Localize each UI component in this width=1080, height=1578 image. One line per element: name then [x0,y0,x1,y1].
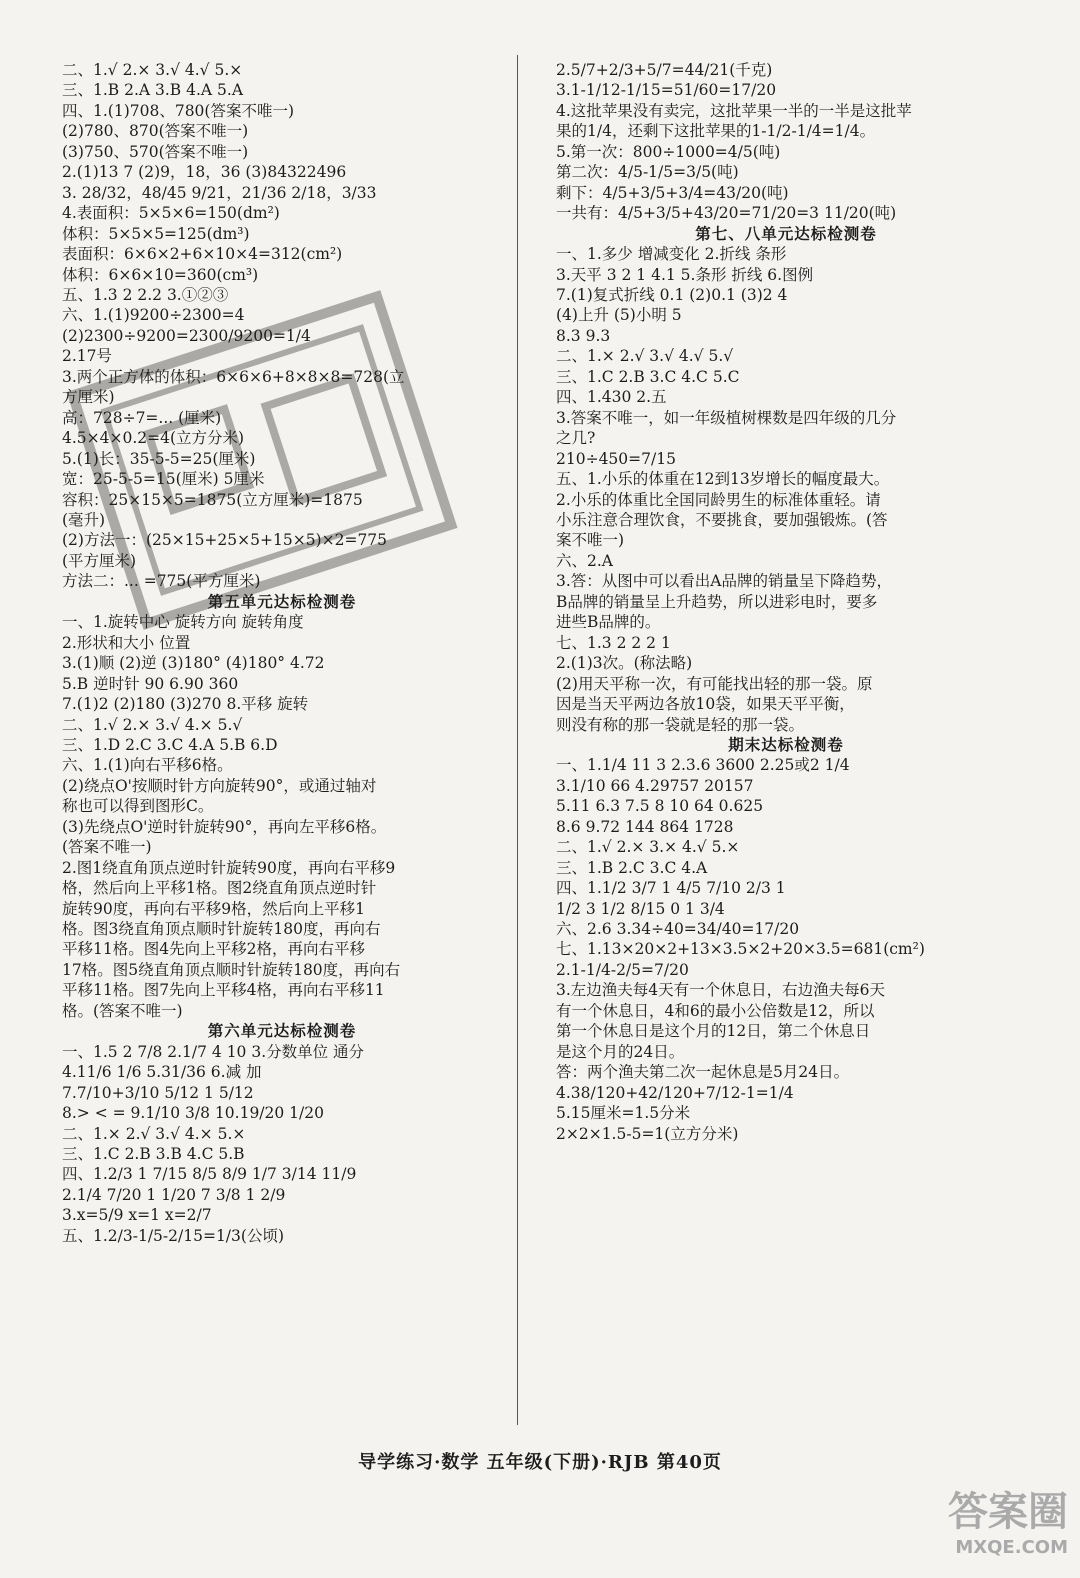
answer-line: 8.3 9.3 [556,326,611,345]
answer-line: 5.(1)长：35-5-5=25(厘米) [62,449,256,468]
answer-line: 5.第一次：800÷1000=4/5(吨) [556,142,781,161]
answer-line: 七、1.3 2 2 2 1 [556,633,671,652]
answer-line: 8.6 9.72 144 864 1728 [556,817,734,836]
answer-line: 三、1.D 2.C 3.C 4.A 5.B 6.D [62,735,278,754]
answer-line: 2.(1)3次。(称法略) [556,654,693,673]
answer-line: 案不唯一) [556,531,625,550]
answer-line: 1/2 3 1/2 8/15 0 1 3/4 [556,899,725,918]
answer-line: (答案不唯一) [62,838,152,857]
answer-line: 4.表面积：5×5×6=150(dm²) [62,204,280,223]
answer-line: 平移11格。图4先向上平移2格，再向右平移 [62,940,365,959]
answer-line: 3.天平 3 2 1 4.1 5.条形 折线 6.图例 [556,265,814,284]
answer-line: 2.1-1/4-2/5=7/20 [556,960,689,979]
answer-line: 3.(1)顺 (2)逆 (3)180° (4)180° 4.72 [62,654,325,673]
answer-line: 格。(答案不唯一) [62,1001,183,1020]
answer-line: 进些B品牌的。 [556,613,661,632]
answer-line: 格。图3绕直角顶点顺时针旋转180度，再向右 [62,920,381,939]
section-heading: 第七、八单元达标检测卷 [695,223,877,243]
answer-line: 小乐注意合理饮食，不要挑食，要加强锻炼。(答 [556,510,888,529]
answer-line: 二、1.× 2.√ 3.√ 4.× 5.× [62,1124,246,1143]
answer-line: 二、1.√ 2.× 3.× 4.√ 5.× [556,838,740,857]
answer-line: 宽：25-5-5=15(厘米) 5厘米 [62,470,265,489]
answer-line: 一、1.旋转中心 旋转方向 旋转角度 [62,613,304,632]
answer-line: 3.两个正方体的体积：6×6×6+8×8×8=728(立 [62,367,405,386]
answer-line: B品牌的销量呈上升趋势，所以进彩电时，要多 [556,592,878,611]
answer-line: 六、2.6 3.34÷40=34/40=17/20 [556,920,800,939]
answer-line: (平方厘米) [62,551,137,570]
answer-line: 六、1.(1)向右平移6格。 [62,756,233,775]
answer-line: 一、1.5 2 7/8 2.1/7 4 10 3.分数单位 通分 [62,1042,365,1061]
answer-line: 二、1.√ 2.× 3.√ 4.√ 5.× [62,61,243,79]
answer-line: 五、1.2/3-1/5-2/15=1/3(公顷) [62,1226,284,1245]
answer-line: 五、1.3 2 2.2 3.①②③ [62,285,229,304]
answer-line: 旋转90度，再向右平移9格，然后向上平移1 [62,899,365,918]
column-divider [517,55,518,1425]
answer-line: 二、1.√ 2.× 3.√ 4.× 5.√ [62,715,243,734]
left-column [62,60,502,1246]
answer-line: 第二次：4/5-1/5=3/5(吨) [556,163,739,182]
answer-line: 7.7/10+3/10 5/12 1 5/12 [62,1083,254,1102]
answer-line: 2.1/4 7/20 1 1/20 7 3/8 1 2/9 [62,1185,286,1204]
answer-line: 方法二：... =775(平方厘米) [62,572,261,591]
answer-line: 7.(1)复式折线 0.1 (2)0.1 (3)2 4 [556,285,788,304]
answer-line: 3.1-1/12-1/15=51/60=17/20 [556,81,777,100]
answer-line: 3.x=5/9 x=1 x=2/7 [62,1206,212,1225]
answer-line: 是这个月的24日。 [556,1042,685,1061]
answer-line: 高：728÷7=... (厘米) [62,408,222,427]
answer-line: 体积：6×6×10=360(cm³) [62,265,259,284]
answer-line: 3.1/10 66 4.29757 20157 [556,776,754,795]
answer-line: 一共有：4/5+3/5+43/20=71/20=3 11/20(吨) [556,204,897,223]
answer-line: 有一个休息日，4和6的最小公倍数是12，所以 [556,1001,875,1020]
section-heading: 第五单元达标检测卷 [207,591,357,611]
answer-line: 一、1.多少 增减变化 2.折线 条形 [556,245,787,264]
answer-line: (2)2300÷9200=2300/9200=1/4 [62,326,311,345]
answer-line: 方厘米) [62,388,115,407]
answer-line: 2.小乐的体重比全国同龄男生的标准体重轻。请 [556,490,881,509]
answer-line: 五、1.小乐的体重在12到13岁增长的幅度最大。 [556,470,890,489]
answer-line: 2.17号 [62,347,113,366]
answer-line: 七、1.13×20×2+13×3.5×2+20×3.5=681(cm²) [556,940,925,959]
watermark-logo: 答案圈 [948,1489,1068,1535]
page-footer: 导学练习·数学 五年级(下册)·RJB 第40页 [358,1452,722,1473]
answer-line: (2)用天平称一次，有可能找出轻的那一袋。原 [556,674,873,693]
answer-line: 5.15厘米=1.5分米 [556,1104,691,1123]
answer-line: 四、1.(1)708、780(答案不唯一) [62,101,295,120]
answer-line: (3)750、570(答案不唯一) [62,142,249,161]
answer-line: (2)绕点O'按顺时针方向旋转90°，或通过轴对 [62,776,377,795]
site-watermark [918,1480,1068,1570]
answer-line: 一、1.1/4 11 3 2.3.6 3600 2.25或2 1/4 [556,756,850,775]
answer-line: 称也可以得到图形C。 [62,797,214,816]
answer-line: 表面积：6×6×2+6×10×4=312(cm²) [62,245,343,264]
section-heading: 第六单元达标检测卷 [207,1021,357,1041]
answer-line: 17格。图5绕直角顶点顺时针旋转180度，再向右 [62,960,401,979]
answer-line: 四、1.2/3 1 7/15 8/5 8/9 1/7 3/14 11/9 [62,1165,357,1184]
answer-line: 之几? [556,429,596,448]
answer-line: 3. 28/32，48/45 9/21，21/36 2/18，3/33 [62,183,377,202]
answer-line: 六、2.A [556,551,613,570]
answer-line: (2)780、870(答案不唯一) [62,122,249,141]
answer-line: (毫升) [62,510,106,529]
answer-line: 4.38/120+42/120+7/12-1=1/4 [556,1083,794,1102]
answer-line: 第一个休息日是这个月的12日，第二个休息日 [556,1022,871,1041]
answer-line: 答：两个渔夫第二次一起休息是5月24日。 [556,1063,850,1082]
answer-line: 4.11/6 1/6 5.31/36 6.减 加 [62,1063,262,1082]
answer-line: 2.图1绕直角顶点逆时针旋转90度，再向右平移9 [62,858,396,877]
answer-line: 210÷450=7/15 [556,449,676,468]
answer-line: 三、1.B 2.A 3.B 4.A 5.A [62,81,244,100]
answer-line: 三、1.C 2.B 3.B 4.C 5.B [62,1145,245,1164]
answer-line: 2.(1)13 7 (2)9，18，36 (3)84322496 [62,163,347,182]
answer-line: 7.(1)2 (2)180 (3)270 8.平移 旋转 [62,695,309,714]
answer-line: 4.5×4×0.2=4(立方分米) [62,429,245,448]
answer-line: 格，然后向上平移1格。图2绕直角顶点逆时针 [62,879,377,898]
answer-line: (2)方法一：(25×15+25×5+15×5)×2=775 [62,531,388,550]
answer-line: 4.这批苹果没有卖完，这批苹果一半的一半是这批苹 [556,101,912,120]
answer-line: (4)上升 (5)小明 5 [556,306,682,325]
answer-line: 四、1.430 2.五 [556,388,667,407]
answer-line: 5.B 逆时针 90 6.90 360 [62,674,239,693]
answer-line: 六、1.(1)9200÷2300=4 [62,306,245,325]
answer-line: 三、1.C 2.B 3.C 4.C 5.C [556,367,740,386]
answer-line: 则没有称的那一袋就是轻的那一袋。 [556,715,805,734]
answer-line: 2×2×1.5-5=1(立方分米) [556,1124,739,1143]
answer-line: 剩下：4/5+3/5+3/4=43/20(吨) [556,183,789,202]
answer-line: 因是当天平两边各放10袋，如果天平平衡， [556,695,855,714]
watermark-url: MXQE.COM [955,1537,1068,1558]
answer-line: 3.答案不唯一，如一年级植树棵数是四年级的几分 [556,408,897,427]
answer-line: 8.> < = 9.1/10 3/8 10.19/20 1/20 [62,1104,324,1123]
answer-line: 果的1/4，还剩下这批苹果的1-1/2-1/4=1/4。 [556,122,876,141]
answer-line: (3)先绕点O'逆时针旋转90°，再向左平移6格。 [62,817,387,836]
answer-line: 5.11 6.3 7.5 8 10 64 0.625 [556,797,764,816]
answer-line: 三、1.B 2.C 3.C 4.A [556,858,708,877]
answer-line: 体积：5×5×5=125(dm³) [62,224,250,243]
answer-line: 四、1.1/2 3/7 1 4/5 7/10 2/3 1 [556,879,786,898]
answer-line: 3.答：从图中可以看出A品牌的销量呈下降趋势， [556,572,892,591]
answer-line: 平移11格。图7先向上平移4格，再向右平移11 [62,981,385,1000]
answer-line: 容积：25×15×5=1875(立方厘米)=1875 [62,490,363,509]
section-heading: 期末达标检测卷 [728,734,844,754]
right-column [556,60,1016,1144]
answer-line: 2.形状和大小 位置 [62,633,191,652]
answer-line: 二、1.× 2.√ 3.√ 4.√ 5.√ [556,347,734,366]
answer-line: 3.左边渔夫每4天有一个休息日，右边渔夫每6天 [556,981,886,1000]
answer-line: 2.5/7+2/3+5/7=44/21(千克) [556,61,773,79]
